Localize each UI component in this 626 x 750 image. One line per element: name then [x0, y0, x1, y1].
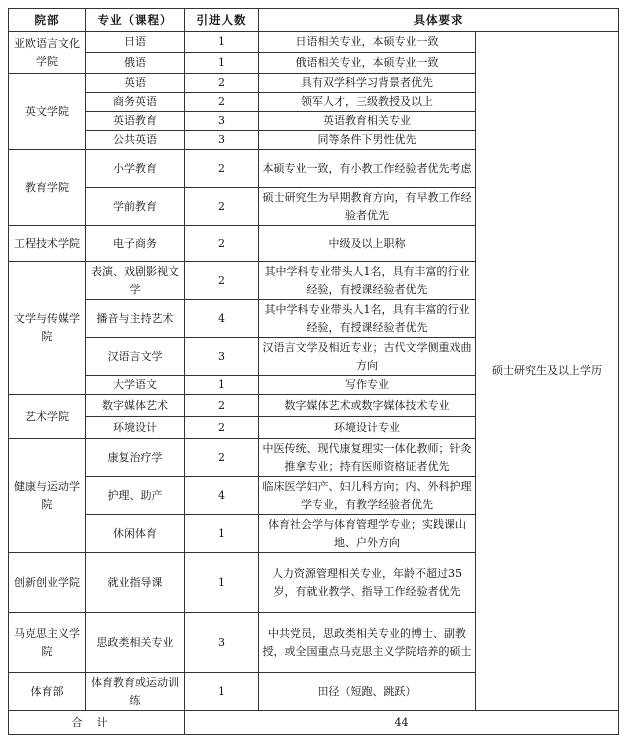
requirement-cell: 硕士研究生为早期教育方向，有早教工作经验者优先: [259, 188, 476, 226]
major-cell: 商务英语: [86, 93, 185, 112]
requirement-cell: 田径（短跑、跳跃）: [259, 673, 476, 711]
dept-cell: 工程技术学院: [9, 226, 86, 262]
requirement-cell: 体育社会学与体育管理学专业；实践课山地、户外方向: [259, 515, 476, 553]
count-cell: 3: [185, 131, 259, 150]
dept-cell: 马克思主义学院: [9, 613, 86, 673]
major-cell: 环境设计: [86, 417, 185, 439]
requirement-cell: 同等条件下男性优先: [259, 131, 476, 150]
major-cell: 英语教育: [86, 112, 185, 131]
count-cell: 1: [185, 376, 259, 395]
count-cell: 2: [185, 188, 259, 226]
major-cell: 播音与主持艺术: [86, 300, 185, 338]
major-cell: 休闲体育: [86, 515, 185, 553]
count-cell: 2: [185, 226, 259, 262]
major-cell: 就业指导课: [86, 553, 185, 613]
requirement-cell: 日语相关专业，本硕专业一致: [259, 32, 476, 53]
dept-cell: 创新创业学院: [9, 553, 86, 613]
major-cell: 大学语文: [86, 376, 185, 395]
count-cell: 1: [185, 553, 259, 613]
header-row: [9, 9, 619, 32]
count-cell: 1: [185, 53, 259, 74]
requirement-cell: 汉语言文学及相近专业；古代文学侧重戏曲方向: [259, 338, 476, 376]
major-cell: 英语: [86, 74, 185, 93]
count-cell: 2: [185, 395, 259, 417]
major-cell: 护理、助产: [86, 477, 185, 515]
requirement-cell: 中级及以上职称: [259, 226, 476, 262]
requirement-cell: 本硕专业一致，有小教工作经验者优先考虑: [259, 150, 476, 188]
common-requirement-cell: 硕士研究生及以上学历: [476, 32, 619, 711]
requirement-cell: 中医传统、现代康复理实一体化教师；针灸推拿专业；持有医师资格证者优先: [259, 439, 476, 477]
table-row: [9, 32, 619, 53]
dept-cell: 体育部: [9, 673, 86, 711]
major-cell: 日语: [86, 32, 185, 53]
major-cell: 思政类相关专业: [86, 613, 185, 673]
major-cell: 康复治疗学: [86, 439, 185, 477]
count-cell: 4: [185, 300, 259, 338]
major-cell: 小学教育: [86, 150, 185, 188]
count-cell: 4: [185, 477, 259, 515]
header-dept: 院部: [9, 9, 86, 32]
requirement-cell: 中共党员，思政类相关专业的博士、副教授，或全国重点马克思主义学院培养的硕士: [259, 613, 476, 673]
major-cell: 俄语: [86, 53, 185, 74]
major-cell: 数字媒体艺术: [86, 395, 185, 417]
major-cell: 公共英语: [86, 131, 185, 150]
major-cell: 学前教育: [86, 188, 185, 226]
count-cell: 1: [185, 515, 259, 553]
requirement-cell: 人力资源管理相关专业，年龄不超过35岁，有就业教学、指导工作经验者优先: [259, 553, 476, 613]
count-cell: 2: [185, 74, 259, 93]
requirement-cell: 写作专业: [259, 376, 476, 395]
count-cell: 2: [185, 439, 259, 477]
requirement-cell: 领军人才，三级教授及以上: [259, 93, 476, 112]
requirement-cell: 英语教育相关专业: [259, 112, 476, 131]
major-cell: 表演、戏剧影视文学: [86, 262, 185, 300]
dept-cell: 教育学院: [9, 150, 86, 226]
total-row: [9, 711, 619, 735]
count-cell: 1: [185, 32, 259, 53]
dept-cell: 文学与传媒学院: [9, 262, 86, 395]
total-label: 合计: [9, 711, 185, 735]
count-cell: 2: [185, 150, 259, 188]
requirement-cell: 其中学科专业带头人1名，具有丰富的行业经验，有授课经验者优先: [259, 262, 476, 300]
requirement-cell: 临床医学妇产、妇儿科方向；内、外科护理学专业，有教学经验者优先: [259, 477, 476, 515]
requirement-cell: 数字媒体艺术或数字媒体技术专业: [259, 395, 476, 417]
dept-cell: 艺术学院: [9, 395, 86, 439]
header-count: 引进人数: [185, 9, 259, 32]
requirement-cell: 具有双学科学习背景者优先: [259, 74, 476, 93]
count-cell: 3: [185, 338, 259, 376]
count-cell: 1: [185, 673, 259, 711]
count-cell: 3: [185, 613, 259, 673]
requirement-cell: 俄语相关专业，本硕专业一致: [259, 53, 476, 74]
dept-cell: 亚欧语言文化学院: [9, 32, 86, 74]
major-cell: 电子商务: [86, 226, 185, 262]
header-requirement: 具体要求: [259, 9, 619, 32]
total-count: 44: [185, 711, 619, 735]
recruitment-table: [8, 8, 619, 735]
count-cell: 2: [185, 262, 259, 300]
requirement-cell: 其中学科专业带头人1名，具有丰富的行业经验，有授课经验者优先: [259, 300, 476, 338]
major-cell: 汉语言文学: [86, 338, 185, 376]
count-cell: 3: [185, 112, 259, 131]
count-cell: 2: [185, 93, 259, 112]
dept-cell: 健康与运动学院: [9, 439, 86, 553]
requirement-cell: 环境设计专业: [259, 417, 476, 439]
table-body: [9, 32, 619, 735]
dept-cell: 英文学院: [9, 74, 86, 150]
header-major: 专业（课程）: [86, 9, 185, 32]
count-cell: 2: [185, 417, 259, 439]
major-cell: 体育教育或运动训练: [86, 673, 185, 711]
